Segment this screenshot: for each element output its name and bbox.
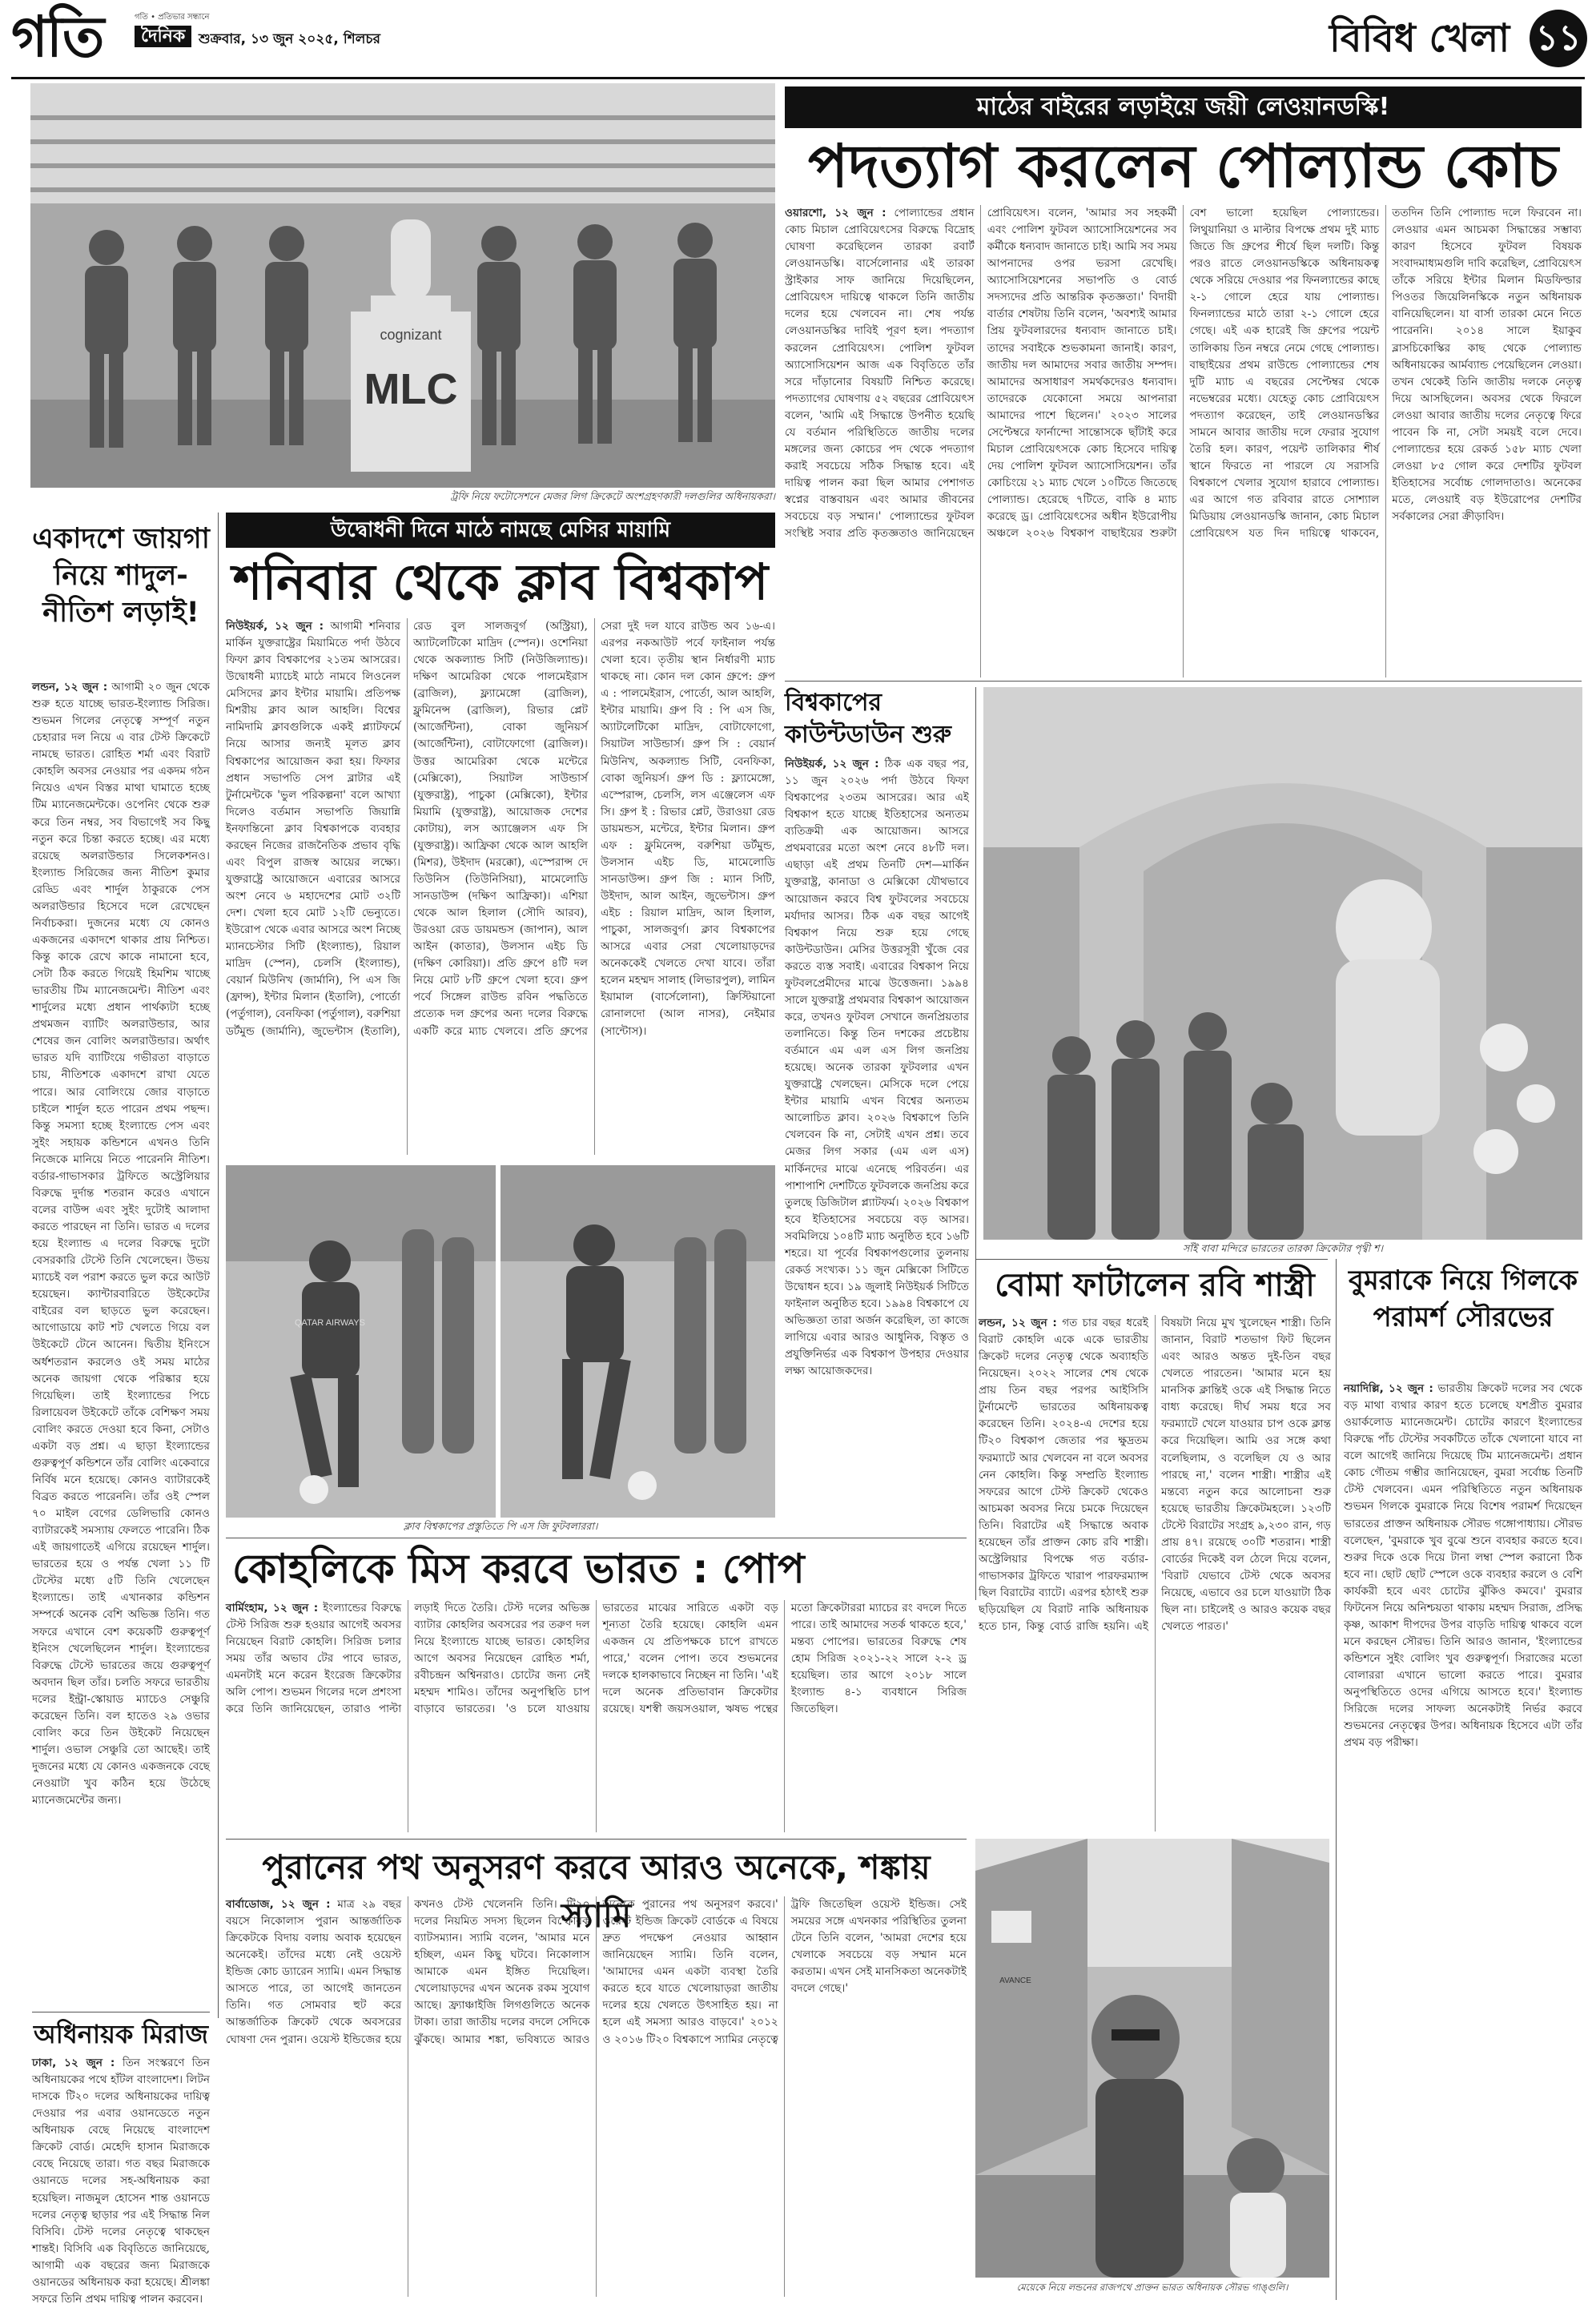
sourav-photo (975, 1839, 1329, 2278)
sami-headline: পুরানের পথ অনুসরণ করবে আরও অনেকে, শঙ্কায় স্যামি (262, 1848, 931, 1935)
sami-rule (226, 1839, 967, 1840)
temple-photo-illustration (983, 687, 1582, 1240)
countdown-headline: বিশ্বকাপের কাউন্টডাউন শুরু (785, 689, 951, 749)
sponsor-logo: cognizant (380, 327, 442, 343)
kohli-headline: কোহলিকে মিস করবে ভারত : পোপ (232, 1546, 805, 1592)
stadium-photo-illustration (30, 83, 775, 488)
shardul-body (32, 679, 210, 2004)
masthead-logo: গতি (11, 4, 103, 70)
sami-dateline: বার্বাডোজ, ১২ জুন : (226, 1898, 331, 1911)
poland-text: পোল্যান্ডের প্রধান কোচ মিচাল প্রোবিয়েৎসের বিরুদ্ধে বিদ্রোহ ঘোষণা করেছিলেন তারকা রবার্ট লেওয়ানডস্কি। বার্সেলোনার এই তারকা স্ট্রাইকার সাফ জানিয়ে দিয়েছিলেন, প্রোবিয়েৎস দায়িত্বে থাকলে তিনি জাতীয় দলের হয়ে খেলবেন না। শেষ পর্যন্ত লেওয়ানডস্কির দাবিই পূরণ হল। পদত্যাগ করলেন প্রোবিয়েৎস। পোলিশ ফুটবল অ্যাসোসিয়েশন আজ এক বিবৃতিতে তাঁর সরে দাঁড়ানোর বিষয়টি নিশ্চিত করেছে। পদত্যাগের ঘোষণায় ৫২ বছরের প্রোবিয়েৎস বলেন, 'আমি এই সিদ্ধান্তে উপনীত হয়েছি যে বর্তমান পরিস্থিতিতে জাতীয় দলের মঙ্গলের জন্য কোচের পদ থেকে পদত্যাগ করাই সবচেয়ে সঠিক সিদ্ধান্ত হবে। এই দায়িত্ব পালন করা ছিল আমার পেশাগত স্বপ্নের বাস্তবায়ন এবং আমার জীবনের সবচেয়ে বড় সম্মান।' পোল্যান্ডের ফুটবল সংস্থিষ্ট সবার প্রতি কৃতজ্ঞতাও জানিয়েছেন প্রোবিয়েৎস। বলেন, 'আমার সব সহকর্মী এবং পোলিশ ফুটবল অ্যাসোসিয়েশনের সব কর্মীকে ধন্যবাদ জানাতে চাই। আমি সব সময় আপনাদের ওপর ভরসা রেখেছি। অ্যাসোসিয়েশনের সভাপতি ও বোর্ড সদস্যদের প্রতি আন্তরিক কৃতজ্ঞতা।' বিদায়ী বার্তার শেষটায় তিনি বলেন, 'অবশ্যই আমার প্রিয় ফুটবলারদের ধন্যবাদ জানাতে চাই। তাদের সবাইকে শুভকামনা জানাই। কারণ, জাতীয় দল আমাদের সবার জাতীয় সম্পদ। আমাদের অসাধারণ সমর্থকদেরও ধন্যবাদ। তাদেরকে যেকোনো সময়ে আপনারা আমাদের পাশে ছিলেন।' ২০২৩ সালের সেপ্টেম্বরে ফার্নান্দো সান্তোসকে ছাঁটাই করে মিচাল প্রোবিয়েৎসকে কোচ হিসেবে দায়িত্ব দেয় পোলিশ ফুটবল অ্যাসোসিয়েশন। তাঁর কোচিংয়ে ২১ ম্যাচ খেলে ১০টিতে জিতেছে পোল্যান্ড। হেরেছে ৭টিতে, বাকি ৪ ম্যাচ করেছে ড্র। প্রোবিয়েৎসের অধীন ইউরোপীয় অঞ্চলে ২০২৬ বিশ্বকাপ বাছাইয়ের শুরুটা বেশ ভালো হয়েছিল পোল্যান্ডের। লিথুয়ানিয়া ও মাল্টার বিপক্ষে প্রথম দুই ম্যাচ জিতে জি গ্রুপের শীর্ষে ছিল দলটি। কিন্তু পরও রাতে লেওয়ানডস্কিকে অধিনায়কত্ব থেকে সরিয়ে দেওয়ার পর ফিনল্যান্ডের কাছে ২-১ গোলে হেরে যায় পোল্যান্ড। ফিনল্যান্ডের মাঠে তারা ২-১ গোলে হেরে গেছে। এই এক হারেই জি গ্রুপের পয়েন্ট তালিকায় তিন নম্বরে নেমে গেছে পোল্যান্ড। বাছাইয়ের প্রথম রাউন্ডে পোল্যান্ডের শেষ দুটি ম্যাচ এ বছরের সেপ্টেম্বর থেকে নভেম্বরের মধ্যে। যেহেতু কোচ প্রোবিয়েৎস পদত্যাগ করেছেন, তাই লেওয়ানডস্কির সামনে আবার জাতীয় দলে ফেরার সুযোগ তৈরি হল। কারণ, পয়েন্ট তালিকার শীর্ষ স্থানে ফিরতে না পারলে যে সরাসরি বিশ্বকাপে খেলার সুযোগ হারাবে পোল্যান্ড। এর আগে গত রবিবার রাতে সোশ্যাল মিডিয়ায় লেওয়ানডস্কি জানান, কোচ মিচাল প্রোবিয়েৎস যত দিন দায়িত্বে থাকবেন, ততদিন তিনি পোল্যান্ড দলে ফিরবেন না। লেওয়ার এমন আচমকা সিদ্ধান্তের সম্ভাব্য কারণ হিসেবে ফুটবল বিষয়ক সংবাদমাধ্যমগুলি দাবি করেছিল, প্রোবিয়েৎস তাঁকে সরিয়ে ইন্টার মিলান মিডফিল্ডার পিওতর জিয়েলিনস্কিকে নতুন অধিনায়ক বানিয়েছিলেন। যা বার্সা তারকা মেনে নিতে পারেননি। ২০১৪ সালে ইয়াকুব ব্লাসচিকোস্কির কাছ থেকে পোল্যান্ড অধিনায়কের আর্মব্যান্ড পেয়েছিলেন লেওয়া। তখন থেকেই তিনি জাতীয় দলকে নেতৃত্ব দিয়ে আসছিলেন। অবসর থেকে ফিরলে লেওয়া আবার জাতীয় দলের নেতৃত্বে ফিরে পাবেন কি না, সেটা সময়ই বলে দেবে। পোল্যান্ডের হয়ে রেকর্ড ১৫৮ ম্যাচ খেলা লেওয়া ৮৫ গোল করে দেশটির ফুটবল ইতিহাসের সর্বোচ্চ গোলদাতাও। অনেকের মতে, লেওয়াই বড় ইউরোপের দেশটির সর্বকালের সেরা ক্রীড়াবিদ। (785, 207, 1582, 541)
mlc-captains-photo (30, 83, 775, 488)
poland-headline: পদত্যাগ করলেন পোল্যান্ড কোচ (808, 132, 1558, 201)
temple-photo-caption: সাঁই বাবা মন্দিরে ভারতের তারকা ক্রিকেটার পৃথ্বী শ। (1182, 1242, 1384, 1254)
masthead-tagline: দৈনিক (135, 26, 191, 47)
shastri-rule (975, 1259, 1328, 1260)
kohli-text: ইংল্যান্ডের বিরুদ্ধে টেস্ট সিরিজ শুরু হওয়ার আগেই অবসর নিয়েছেন বিরাট কোহলি। সিরিজ চলার সময় তাঁর অভাব টের পাবে ভারত, এমনটাই মনে করেন ইংরেজ ক্রিকেটার অলি পোপ। শুভমন গিলের দলে প্রশংসা করে তিনি জানিয়েছেন, তারাও পাল্টা লড়াই দিতে তৈরি। টেস্ট দলের অভিজ্ঞ ব্যাটার কোহলির অবসরের পর তরুণ দল নিয়ে ইংল্যান্ডে যাচ্ছে ভারত। কোহলির আগে অবসর নিয়েছেন রোহিত শর্মা, রবীচন্দ্রন অশ্বিনরাও। চোটের জন্য নেই মহম্মদ শামিও। তাঁদের অনুপস্থিতি চাপ বাড়াবে ভারতের। 'ও চলে যাওয়ায় ভারতের মাঝের সারিতে একটা বড় শূন্যতা তৈরি হয়েছে। কোহলি এমন একজন যে প্রতিপক্ষকে চাপে রাখতে পারে,' বলেন পোপ। তবে শুভমনের দলকে হালকাভাবে নিচ্ছেন না তিনি। 'এই দলে অনেক প্রতিভাবান ক্রিকেটার রয়েছে। যশস্বী জয়সওয়াল, ঋষভ পন্থের মতো ক্রিকেটাররা ম্যাচের রং বদলে দিতে পারে। তাই আমাদের সতর্ক থাকতে হবে,' মন্তব্য পোপের। ভারতের বিরুদ্ধে শেষ হোম সিরিজ ২০২১-২২ সালে ২-২ ড্র হয়েছিল। তার আগে ২০১৮ সালে ইংল্যান্ড ৪-১ ব্যবধানে সিরিজ জিতেছিল। (226, 1602, 967, 1716)
section-title: বিবিধ খেলা (1329, 16, 1510, 61)
countdown-rule (785, 681, 1582, 682)
psg-photo-caption: ক্লাব বিশ্বকাপের প্রস্তুতিতে পি এস জি ফুটবলাররা। (403, 1520, 598, 1532)
sami-body (226, 1896, 967, 2297)
trophy-logo: MLC (364, 365, 458, 413)
shastri-headline: বোমা ফাটালেন রবি শাস্ত্রী (995, 1267, 1315, 1304)
sami-text: মাত্র ২৯ বছর বয়সে নিকোলাস পুরান আন্তর্জাতিক ক্রিকেটকে বিদায় বলায় অবাক হয়েছেন অনেকেই। তাঁদের মধ্যে নেই ওয়েস্ট ইন্ডিজ কোচ ড্যারেন স্যামি। এমন সিদ্ধান্ত আসতে পারে, তা আগেই জানতেন তিনি। গত সোমবার হুট করে আন্তর্জাতিক ক্রিকেট থেকে অবসরের ঘোষণা দেন পুরান। ওয়েস্ট ইন্ডিজের হয়ে কখনও টেস্ট খেলেননি তিনি। টি২০ দলের নিয়মিত সদস্য ছিলেন বিস্ফোরক ব্যাটসম্যান। স্যামি বলেন, 'আমার মনে হচ্ছিল, এমন কিছু ঘটবে। নিকোলাস আমাকে এমন ইঙ্গিত দিয়েছিল। খেলোয়াড়দের এখন অনেক রকম সুযোগ আছে। ফ্র্যাঞ্চাইজি লিগগুলিতে অনেক টাকা। তারা জাতীয় দলের বদলে সেদিকে ঝুঁকছে। আমার শঙ্কা, ভবিষ্যতে আরও অনেকে পুরানের পথ অনুসরণ করবে।' ওয়েস্ট ইন্ডিজ ক্রিকেট বোর্ডকে এ বিষয়ে দ্রুত পদক্ষেপ নেওয়ার আহ্বান জানিয়েছেন স্যামি। তিনি বলেন, 'আমাদের এমন একটা ব্যবস্থা তৈরি করতে হবে যাতে খেলোয়াড়রা জাতীয় দলের হয়ে খেলতে উৎসাহিত হয়। না হলে এই সমস্যা আরও বাড়বে।' ২০১২ ও ২০১৬ টি২০ বিশ্বকাপে স্যামির নেতৃত্বে ট্রফি জিতেছিল ওয়েস্ট ইন্ডিজ। সেই সময়ের সঙ্গে এখনকার পরিস্থিতির তুলনা টেনে তিনি বলেন, 'আমরা দেশের হয়ে খেলাকে সবচেয়ে বড় সম্মান মনে করতাম। এখন সেই মানসিকতা অনেকটাই বদলে গেছে।' (226, 1898, 967, 2046)
left-col-rule (218, 513, 219, 2018)
shop-sign: AVANCE (999, 1976, 1031, 1985)
shastri-text: গত চার বছর ধরেই বিরাট কোহলি একে একে ভারতীয় ক্রিকেট দলের নেতৃত্ব থেকে অব্যাহতি নিয়েছেন। ২০২২ সালের শেষ থেকে প্রায় তিন বছর পরপর আইসিসি টুর্নামেন্টে ভারতের অধিনায়কত্ব করেছেন তিনি। ২০২৪-এ দেশের হয়ে টি২০ বিশ্বকাপ জেতার পর ক্ষুদ্রতম ফরম্যাটে আর খেলবেন না বলে অবসর নেন কোহলি। কিন্তু সম্প্রতি ইংল্যান্ড সফরের আগে টেস্ট ক্রিকেট থেকেও আচমকা অবসর নিয়ে চমকে দিয়েছেন তিনি। বিরাটের এই সিদ্ধান্তে অবাক হয়েছেন তাঁর প্রাক্তন কোচ রবি শাস্ত্রী। অস্ট্রেলিয়ার বিপক্ষে গত বর্ডার-গাভাসকার ট্রফিতে খারাপ পারফরম্যান্স ছিল বিরাটের ব্যাটে। এরপর হঠাৎই শুরু ছড়িয়েছিল যে বিরাট নাকি অধিনায়ক হতে চান, কিন্তু বোর্ড রাজি হয়নি। এই বিষয়টা নিয়ে মুখ খুলেছেন শাস্ত্রী। তিনি জানান, বিরাট শতভাগ ফিট ছিলেন এবং আরও অন্তত দুই-তিন বছর খেলতে পারতেন। 'আমার মনে হয় মানসিক ক্লান্তিই ওকে এই সিদ্ধান্ত নিতে বাধ্য করেছে। দীর্ঘ সময় ধরে সব ফরম্যাটে খেলে যাওয়ার চাপ ওকে ক্লান্ত করে দিয়েছিল। আমি ওর সঙ্গে কথা বলেছিলাম, ও বলেছিল যে ও আর পারছে না,' বলেন শাস্ত্রী। শাস্ত্রীর এই মন্তব্যে নতুন করে আলোচনা শুরু হয়েছে ভারতীয় ক্রিকেটমহলে। ১২৩টি টেস্টে বিরাটের সংগ্রহ ৯,২৩০ রান, গড় প্রায় ৪৭। রয়েছে ৩০টি শতরান। শাস্ত্রী বোর্ডের দিকেই বল ঠেলে দিয়ে বলেন, 'বিরাট যেভাবে টেস্ট থেকে অবসর নিয়েছে, এভাবে ওর চলে যাওয়াটা ঠিক ছিল না। চাইলেই ও আরও কয়েক বছর খেলতে পারত।' (979, 1317, 1331, 1634)
masthead-tagline-small: গতি • প্রতিভার সন্ধানে (135, 13, 210, 22)
poland-kicker: মাঠের বাইরের লড়াইয়ে জয়ী লেওয়ানডস্কি! (785, 86, 1582, 128)
shardul-dateline: লন্ডন, ১২ জুন : (32, 681, 108, 694)
street-photo-illustration (975, 1839, 1329, 2278)
club-wc-body (226, 618, 775, 1155)
club-wc-text: আগামী শনিবার মার্কিন যুক্তরাষ্ট্রের মিয়ামিতে পর্দা উঠবে ফিফা ক্লাব বিশ্বকাপের ২১তম আসরের। উদ্বোধনী ম্যাচেই মাঠে নামবে লিওনেল মেসিদের ক্লাব ইন্টার মায়ামি। প্রতিপক্ষ মিশরীয় ক্লাব আল আহলি। বিশ্বের নামিদামি ক্লাবগুলিকে একই প্ল্যাটফর্মে নিয়ে আসার জন্যই মূলত ক্লাব বিশ্বকাপের আয়োজন করা হয়। ফিফার প্রধান সভাপতি সেপ ব্লাটার এই টুর্নামেন্টকে 'ভুল পরিকল্পনা' বলে আখ্যা দিলেও বর্তমান সভাপতি জিয়ান্নি ইনফান্তিনো ক্লাব বিশ্বকাপকে ব্যবহার করছেন নিজের রাজনৈতিক প্রভাব বৃদ্ধি এবং বিপুল রাজস্ব আয়ের লক্ষ্যে। যুক্তরাষ্ট্রে আয়োজনে এবারের আসরে অংশ নেবে ৬ মহাদেশের মোট ৩২টি দেশ। খেলা হবে মোট ১২টি ভেন্যুতে। ইউরোপ থেকে এবার আসরে অংশ নিচ্ছে ম্যানচেস্টার সিটি (ইংল্যান্ড), রিয়াল মাদ্রিদ (স্পেন), চেলসি (ইংল্যান্ড), বেয়ার্ন মিউনিখ (জার্মানি), পি এস জি (ফ্রান্স), ইন্টার মিলান (ইতালি), পোর্তো (পর্তুগাল), বেনফিকা (পর্তুগাল), বরুশিয়া ডর্টমুন্ড (জার্মানি), জুভেন্টাস (ইতালি), রেড বুল সালজবুর্গ (অস্ট্রিয়া), অ্যাটলেটিকো মাদ্রিদ (স্পেন)। ওশেনিয়া থেকে অকল্যান্ড সিটি (নিউজিল্যান্ড)। দক্ষিণ আমেরিকা থেকে পালমেইরাস (ব্রাজিল), ফ্ল্যামেঙ্গো (ব্রাজিল), ফ্লুমিনেন্স (ব্রাজিল), রিভার প্লেট (আর্জেন্টিনা), বোকা জুনিয়র্স (আর্জেন্টিনা), বোটাফোগো (ব্রাজিল)। উত্তর আমেরিকা থেকে মন্টেরে (মেক্সিকো), সিয়াটল সাউন্ডার্স (যুক্তরাষ্ট্র), পাচুকা (মেক্সিকো), ইন্টার মিয়ামি (যুক্তরাষ্ট্র), আয়োজক দেশের কোটায়), লস অ্যাঞ্জেলস এফ সি (যুক্তরাষ্ট্র)। আফ্রিকা থেকে আল আহলি (মিশর), উইদাদ (মরক্কো), এস্পেরান্স দে তিউনিস (তিউনিসিয়া), মামেলোডি সানডাউন্স (দক্ষিণ আফ্রিকা)। এশিয়া থেকে আল হিলাল (সৌদি আরব), উরওয়া রেড ডায়মন্ডস (জাপান), আল আইন (কাতার), উলসান এইচ ডি (দক্ষিণ কোরিয়া)। প্রতি গ্রুপে ৪টি দল নিয়ে মোট ৮টি গ্রুপে খেলা হবে। গ্রুপ পর্বে সিঙ্গেল রাউন্ড রবিন পদ্ধতিতে প্রত্যেক দল গ্রুপের অন্য দলের বিরুদ্ধে একটি করে ম্যাচ খেলবে। প্রতি গ্রুপের সেরা দুই দল যাবে রাউন্ড অব ১৬-এ। এরপর নকআউট পর্বে ফাইনাল পর্যন্ত খেলা হবে। তৃতীয় স্থান নির্ধারণী ম্যাচ থাকছে না। কোন দল কোন গ্রুপে: গ্রুপ এ : পালমেইরাস, পোর্তো, আল আহলি, ইন্টার মায়ামি। গ্রুপ বি : পি এস জি, অ্যাটলেটিকো মাদ্রিদ, বোটাফোগো, সিয়াটল সাউন্ডার্স। গ্রুপ সি : বেয়ার্ন মিউনিখ, অকল্যান্ড সিটি, বেনফিকা, বোকা জুনিয়র্স। গ্রুপ ডি : ফ্ল্যামেঙ্গো, এস্পেরান্স, চেলসি, লস এঞ্জেলেস এফ সি। গ্রুপ ই : রিভার প্লেট, উরাওয়া রেড ডায়মন্ডস, মন্টেরে, ইন্টার মিলান। গ্রুপ এফ : ফ্লুমিনেন্স, বরুশিয়া ডর্টমুন্ড, উলসান এইচ ডি, মামেলোডি সানডাউন্স। গ্রুপ জি : ম্যান সিটি, উইদাদ, আল আইন, জুভেন্টাস। গ্রুপ এইচ : রিয়াল মাদ্রিদ, আল হিলাল, পাচুকা, সালজবুর্গ। ক্লাব বিশ্বকাপের আসরে এবার সেরা খেলোয়াড়দের অনেককেই খেলতে দেখা যাবে। তাঁরা হলেন মহম্মদ সালাহ (লিভারপুল), লামিন ইয়ামাল (বার্সেলোনা), ক্রিস্টিয়ানো রোনালদো (আল নাসর), নেইমার (সান্টোস)। (226, 620, 775, 1038)
bumrah-text: ভারতীয় ক্রিকেট দলের সব থেকে বড় মাথা ব্যথার কারণ হতে চলেছে যশপ্রীত বুমরার ওয়ার্কলোড ম্যানেজমেন্ট। চোটের কারণে ইংল্যান্ডের বিরুদ্ধে পাঁচ টেস্টের সবকটিতে তাঁকে খেলানো যাবে না বলে আগেই জানিয়ে দিয়েছে টিম ম্যানেজমেন্ট। প্রধান কোচ গৌতম গম্ভীর জানিয়েছেন, বুমরা সর্বোচ্চ তিনটি টেস্ট খেলবেন। এমন পরিস্থিতিতে নতুন অধিনায়ক শুভমন গিলকে বুমরাকে নিয়ে বিশেষ পরামর্শ দিয়েছেন ভারতের প্রাক্তন অধিনায়ক সৌরভ গঙ্গোপাধ্যায়। সৌরভ বলেছেন, 'বুমরাকে খুব বুঝে শুনে ব্যবহার করতে হবে। শুরুর দিকে ওকে দিয়ে টানা লম্বা স্পেল করানো ঠিক হবে না। ছোট ছোট স্পেলে ওকে ব্যবহার করলে ও বেশি কার্যকরী হবে এবং চোটের ঝুঁকিও কমবে।' বুমরার ফিটনেস নিয়ে অনিশ্চয়তা থাকায় মহম্মদ সিরাজ, প্রসিদ্ধ কৃষ্ণ, আকাশ দীপদের উপর বাড়তি দায়িত্ব থাকবে বলে মনে করছেন সৌরভ। তিনি আরও জানান, 'ইংল্যান্ডের কন্ডিশনে সুইং বোলিং খুব গুরুত্বপূর্ণ। সিরাজের মতো বোলাররা এখানে ভালো করতে পারে। বুমরার অনুপস্থিতিতে ওদের এগিয়ে আসতে হবে।' ইংল্যান্ড সিরিজে দলের সাফল্য অনেকটাই নির্ভর করবে শুভমনের নেতৃত্বের উপর। অধিনায়ক হিসেবে এটা তাঁর প্রথম বড় পরীক্ষা। (1344, 1382, 1582, 1750)
shastri-body (979, 1315, 1331, 1832)
club-wc-dateline: নিউইয়র্ক, ১২ জুন : (226, 620, 324, 633)
kohli-body (226, 1600, 967, 1832)
shardul-headline: একাদশে জায়গা নিয়ে শাদুল- নীতিশ লড়াই! (32, 523, 210, 629)
bumrah-headline: বুমরাকে নিয়ে গিলকে পরামর্শ সৌরভের (1349, 1265, 1578, 1333)
bumrah-dateline: নয়াদিল্লি, ১২ জুন : (1344, 1382, 1433, 1395)
countdown-body (785, 756, 969, 1530)
miraj-headline: অধিনায়ক মিরাজ (34, 2019, 208, 2049)
miraj-text: তিন সংস্করণে তিন অধিনায়কের পথে হাঁটল বাংলাদেশ। লিটন দাসকে টি২০ দলের অধিনায়কের দায়িত্ব দেওয়ার পর এবার ওয়ানডেতে নতুন অধিনায়ক বেছে নিয়েছে বাংলাদেশ ক্রিকেট বোর্ড। মেহেদি হাসান মিরাজকে বেছে নিয়েছে তারা। গত বছর মিরাজকে ওয়ানডে দলের সহ-অধিনায়ক করা হয়েছিল। নাজমুল হোসেন শান্ত ওয়ানডে দলের নেতৃত্ব ছাড়ার পর এই সিদ্ধান্ত নিল বিসিবি। টেস্ট দলের নেতৃত্বে থাকছেন শান্তই। বিসিবি এক বিবৃতিতে জানিয়েছে, আগামী এক বছরের জন্য মিরাজকে ওয়ানডের অধিনায়ক করা হয়েছে। শ্রীলঙ্কা সফরে তিনি প্রথম দায়িত্ব পালন করবেন। (32, 2057, 210, 2306)
shastri-dateline: লন্ডন, ১২ জুন : (979, 1317, 1057, 1329)
club-wc-kicker: উদ্বোধনী দিনে মাঠে নামছে মেসির মায়ামি (226, 513, 775, 548)
shardul-text: আগামী ২০ জুন থেকে শুরু হতে যাচ্ছে ভারত-ইংল্যান্ড সিরিজ। শুভমন গিলের নেতৃত্বে সম্পূর্ণ নতুন চেহারার দল নিয়ে এ বার টেস্ট ক্রিকেটে নামছে ভারত। রোহিত শর্মা এবং বিরাট কোহলি অবসর নেওয়ার পর একদম গঠন নিয়েও এখন বিস্তর মাথা ঘামাতে হচ্ছে টিম ম্যানেজমেন্টকে। ওপেনিং থেকে শুরু করে তিন নম্বর, সব বিভাগেই সব কিছু নতুন করে চিন্তা করতে হচ্ছে। এর মধ্যে রয়েছে অলরাউন্ডার সিলেকশনও। ইংল্যান্ড সিরিজের জন্য নীতিশ কুমার রেড্ডি এবং শার্দুল ঠাকুরকে পেস অলরাউন্ডার হিসেবে দলে রেখেছেন নির্বাচকরা। দুজনের মধ্যে যে কোনও একজনের একাদশে থাকার প্রায় নিশ্চিত। কিন্তু কাকে রেখে কাকে নামানো হবে, সেটা ঠিক করতে গিয়েই হিমশিম খাচ্ছে ভারতীয় টিম ম্যানেজমেন্ট। নীতিশ এবং শার্দুলের মধ্যে প্রধান পার্থক্যটা হচ্ছে প্রথমজন ব্যাটিং অলরাউন্ডার, আর শেষের জন বোলিং অলরাউন্ডার। অর্থাৎ ভারত যদি ব্যাটিংয়ে গভীরতা বাড়াতে চায়, নীতিশকে একাদশে রাখা যেতে পারে। আর বোলিংয়ে জোর বাড়াতে চাইলে শার্দুল হতে পারেন প্রথম পছন্দ। কিন্তু সমস্যা হচ্ছে ইংল্যান্ডে পেস এবং সুইং সহায়ক কন্ডিশনে এখনও তিনি নিজেকে মানিয়ে নিতে পারেননি নীতিশ। বর্ডার-গাভাসকার ট্রফিতে অস্ট্রেলিয়ার বিরুদ্ধে দুর্দান্ত শতরান করেও এখানে বলের বাউন্স এবং সুইং দুটোই আলাদা করতে পারছেন না তিনি। ভারত এ দলের হয়ে ইংল্যান্ড এ দলের বিরুদ্ধে দুটো বেসরকারি টেস্টে তিনি খেলেছেন। উভয় ম্যাচেই বল পরাশ করতে ভুল করে আউট হয়েছেন। ক্যান্টারবারিতে উইকেটের বাইরের বল ছাড়তে ভুল করেছেন। আগোডায়ে কাট শট খেলতে গিয়ে বল উইকেটে টেনে আনেন। দ্বিতীয় ইনিংসে অর্ধশতরান করলেও ওই সময় মাঠের অনেক জায়গা থেকে পরিষ্কার হয়ে গিয়েছিল। তাই ইংল্যান্ডের পিচে রিলায়েবল উইকেটে তাঁকে বেশিক্ষণ সময় বোলিং করতে দেওয়া হবে কিনা, সেটাও একটা বড় প্রশ্ন। এ ছাড়া ইংল্যান্ডের গুরুত্বপূর্ণ কন্ডিশনে তাঁর বোলিং একেবারে নির্বিষ মনে হয়েছে। কোনও ব্যাটারকেই বিব্রত করতে পারেননি। তাঁর ওই স্পেল ৭০ মাইল বেগের ডেলিভারি কোনও ব্যাটারকেই সমস্যায় ফেলতে পারেনি। ঠিক এই জায়গাতেই এগিয়ে রয়েছেন শার্দুল। ভারতের হয়ে ও পর্যন্ত খেলা ১১ টি টেস্টের মধ্যে ৫টি তিনি খেলেছেন ইংল্যান্ডে। তাই এখানকার কন্ডিশন সম্পর্কে অনেক বেশি অভিজ্ঞ তিনি। গত সফরে এখানে বেশ কয়েকটি গুরুত্বপূর্ণ ইনিংস খেলেছিলেন শার্দুল। ইংল্যান্ডের বিরুদ্ধে টেস্টে ভারতের জয়ে গুরুত্বপূর্ণ অবদান ছিল তাঁর। চলতি সফরে ভারতীয় দলের ইন্ট্রা-স্কোয়াড ম্যাচেও সেঞ্চুরি করেছেন তিনি। বল হাতেও ২৯ ওভার বোলিং করে তিন উইকেট নিয়েছেন শার্দুল। ওভাল সেঞ্চুরি তো আছেই। তাই দুজনের মধ্যে যে কোনও একজনকে বেছে নেওয়াটা খুব কঠিন হয়ে উঠেছে ম্যানেজমেন্টের জন্য। (32, 681, 210, 1807)
club-wc-headline: শনিবার থেকে ক্লাব বিশ্বকাপ (232, 553, 769, 611)
bumrah-body (1344, 1381, 1582, 2298)
masthead-rule (11, 77, 1585, 79)
mlc-photo-caption: ট্রফি নিয়ে ফটোসেশনে মেজর লিগ ক্রিকেটে অংশগ্রহণকারী দলগুলির অধিনায়করা। (450, 490, 775, 502)
training-photo-illustration (226, 1165, 775, 1518)
countdown-text: ঠিক এক বছর পর, ১১ জুন ২০২৬ পর্দা উঠবে ফিফা বিশ্বকাপের ২৩তম আসরের। আর এই বিশ্বকাপ হতে যাচ্ছে ইতিহাসের অন্যতম ব্যতিক্রমী এক আয়োজন। আসরে প্রথমবারের মতো অংশ নেবে ৪৮টি দল। এছাড়া এই প্রথম তিনটি দেশ—মার্কিন যুক্তরাষ্ট্র, কানাডা ও মেক্সিকো যৌথভাবে আয়োজন করবে বিশ্ব ফুটবলের সবচেয়ে মর্যাদার আসর। ঠিক এক বছর আগেই বিশ্বকাপ নিয়ে শুরু হয়ে গেছে কাউন্টডাউন। মেসির উত্তরসূরী খুঁজে বের করতে ব্যস্ত সবাই। এবারের বিশ্বকাপ নিয়ে ফুটবলপ্রেমীদের মাঝে উত্তেজনা। ১৯৯৪ সালে যুক্তরাষ্ট্র প্রথমবার বিশ্বকাপ আয়োজন করে, তখনও ফুটবল সেখানে জনপ্রিয়তার তলানিতে। কিন্তু তিন দশকের প্রচেষ্টায় বর্তমানে এম এল এস লিগ জনপ্রিয় হয়েছে। অনেক তারকা ফুটবলার এখন যুক্তরাষ্ট্রে খেলছেন। মেসিকে দলে পেয়ে ইন্টার মায়ামি এখন বিশ্বের অন্যতম আলোচিত ক্লাব। ২০২৬ বিশ্বকাপে তিনি খেলবেন কি না, সেটাই এখন প্রশ্ন। তবে মেজর লিগ সকার (এম এল এস) মার্কিনদের মাঝে এনেছে পরিবর্তন। এর পাশাপাশি দেশটিতে ফুটবলকে জনপ্রিয় করে তুলছে ডিজিটাল প্ল্যাটফর্ম। ২০২৬ বিশ্বকাপ হবে ইতিহাসের সবচেয়ে বড় আসর। সবমিলিয়ে ১০৪টি ম্যাচ অনুষ্ঠিত হবে ১৬টি শহরে। যা পূর্বের বিশ্বকাপগুলোর তুলনায় রেকর্ড সংখ্যক। ১১ জুন মেক্সিকো সিটিতে উদ্বোধন হবে। ১৯ জুলাই নিউইয়র্ক সিটিতে ফাইনাল অনুষ্ঠিত হবে। ১৯৯৪ বিশ্বকাপে যে অভিজ্ঞতা তারা অর্জন করেছিল, তা কাজে লাগিয়ে এবার আরও আধুনিক, বিস্তৃত ও প্রযুক্তিনির্ভর এক বিশ্বকাপ উপহার দেওয়ার লক্ষ্য আয়োজকদের। (785, 758, 969, 1378)
psg-training-photo (226, 1165, 775, 1518)
miraj-body (32, 2055, 210, 2306)
psg-shirt-sponsor: QATAR AIRWAYS (294, 1318, 366, 1328)
masthead-date: শুক্রবার, ১৩ জুন ২০২৫, শিলচর (199, 31, 380, 47)
miraj-dateline: ঢাকা, ১২ জুন : (32, 2057, 115, 2069)
masthead (0, 0, 1596, 77)
poland-dateline: ওয়ারশো, ১২ জুন : (785, 207, 886, 219)
bumrah-col-rule (1336, 1259, 1337, 2300)
poland-body (785, 205, 1582, 678)
countdown-dateline: নিউইয়র্ক, ১২ জুন : (785, 758, 879, 770)
temple-photo (983, 687, 1582, 1240)
countdown-col-rule (975, 687, 976, 1600)
sourav-photo-caption: মেয়েকে নিয়ে লন্ডনের রাজপথে প্রাক্তন ভারত অধিনায়ক সৌরভ গাঙ্গুলি। (1016, 2282, 1288, 2293)
page-number: ১১ (1530, 10, 1587, 67)
kohli-dateline: বার্মিংহাম, ১২ জুন : (226, 1602, 319, 1614)
